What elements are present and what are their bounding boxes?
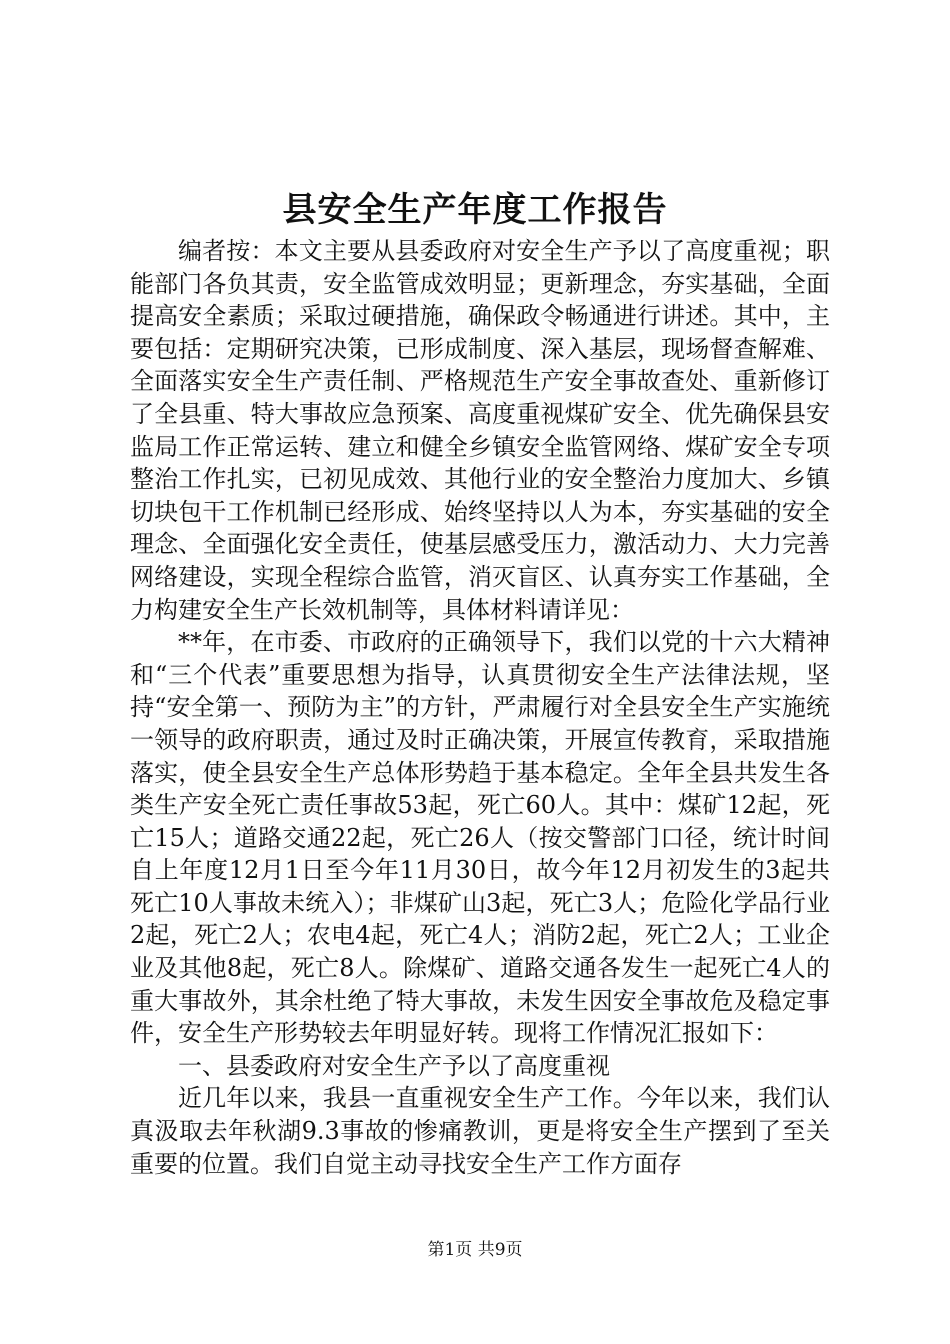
document-title: 县安全生产年度工作报告: [282, 190, 668, 230]
section-paragraph: 近几年以来，我县一直重视安全生产工作。今年以来，我们认真汲取去年秋湖9.3事故的惨痛教训，更是将安全生产摆到了至关重要的位置。我们自觉主动寻找安全生产工作方面存: [130, 1084, 830, 1178]
summary-paragraph: **年，在市委、市政府的正确领导下，我们以党的十六大精神和“三个代表”重要思想为指导，认真贯彻安全生产法律法规，坚持“安全第一、预防为主”的方针，严肃履行对全县安全生产实施统一领导的政府职责，通过及时正确决策，开展宣传教育，采取措施落实，使全县安全生产总体形势趋于基本稳定。全年全县共发生各类生产安全死亡责任事故53起，死亡60人。其中：煤矿12起，死亡15人；道路交通22起，死亡26人（按交警部门口径，统计时间自上年度12月1日至今年11月30日，故今年12月初发生的3起共死亡10人事故未统入）；非煤矿山3起，死亡3人；危险化学品行业2起，死亡2人；农电4起，死亡4人；消防2起，死亡2人；工业企业及其他8起，死亡8人。除煤矿、道路交通各发生一起死亡4人的重大事故外，其余杜绝了特大事故，未发生因安全事故危及稳定事件，安全生产形势较去年明显好转。现将工作情况汇报如下：: [130, 628, 830, 1048]
page-number-footer: 第1页 共9页: [427, 1240, 523, 1260]
document-body: [130, 235, 830, 1180]
section-heading: 一、县委政府对安全生产予以了高度重视: [178, 1051, 610, 1080]
editor-note-paragraph: 编者按：本文主要从县委政府对安全生产予以了高度重视；职能部门各负其责，安全监管成效明显；更新理念，夯实基础，全面提高安全素质；采取过硬措施，确保政令畅通进行讲述。其中，主要包括：定期研究决策，已形成制度、深入基层，现场督查解难、全面落实安全生产责任制、严格规范生产安全事故查处、重新修订了全县重、特大事故应急预案、高度重视煤矿安全、优先确保县安监局工作正常运转、建立和健全乡镇安全监管网络、煤矿安全专项整治工作扎实，已初见成效、其他行业的安全整治力度加大、乡镇切块包干工作机制已经形成、始终坚持以人为本，夯实基础的安全理念、全面强化安全责任，使基层感受压力，激活动力、大力完善网络建设，实现全程综合监管，消灭盲区、认真夯实工作基础，全力构建安全生产长效机制等，具体材料请详见：: [130, 237, 830, 624]
